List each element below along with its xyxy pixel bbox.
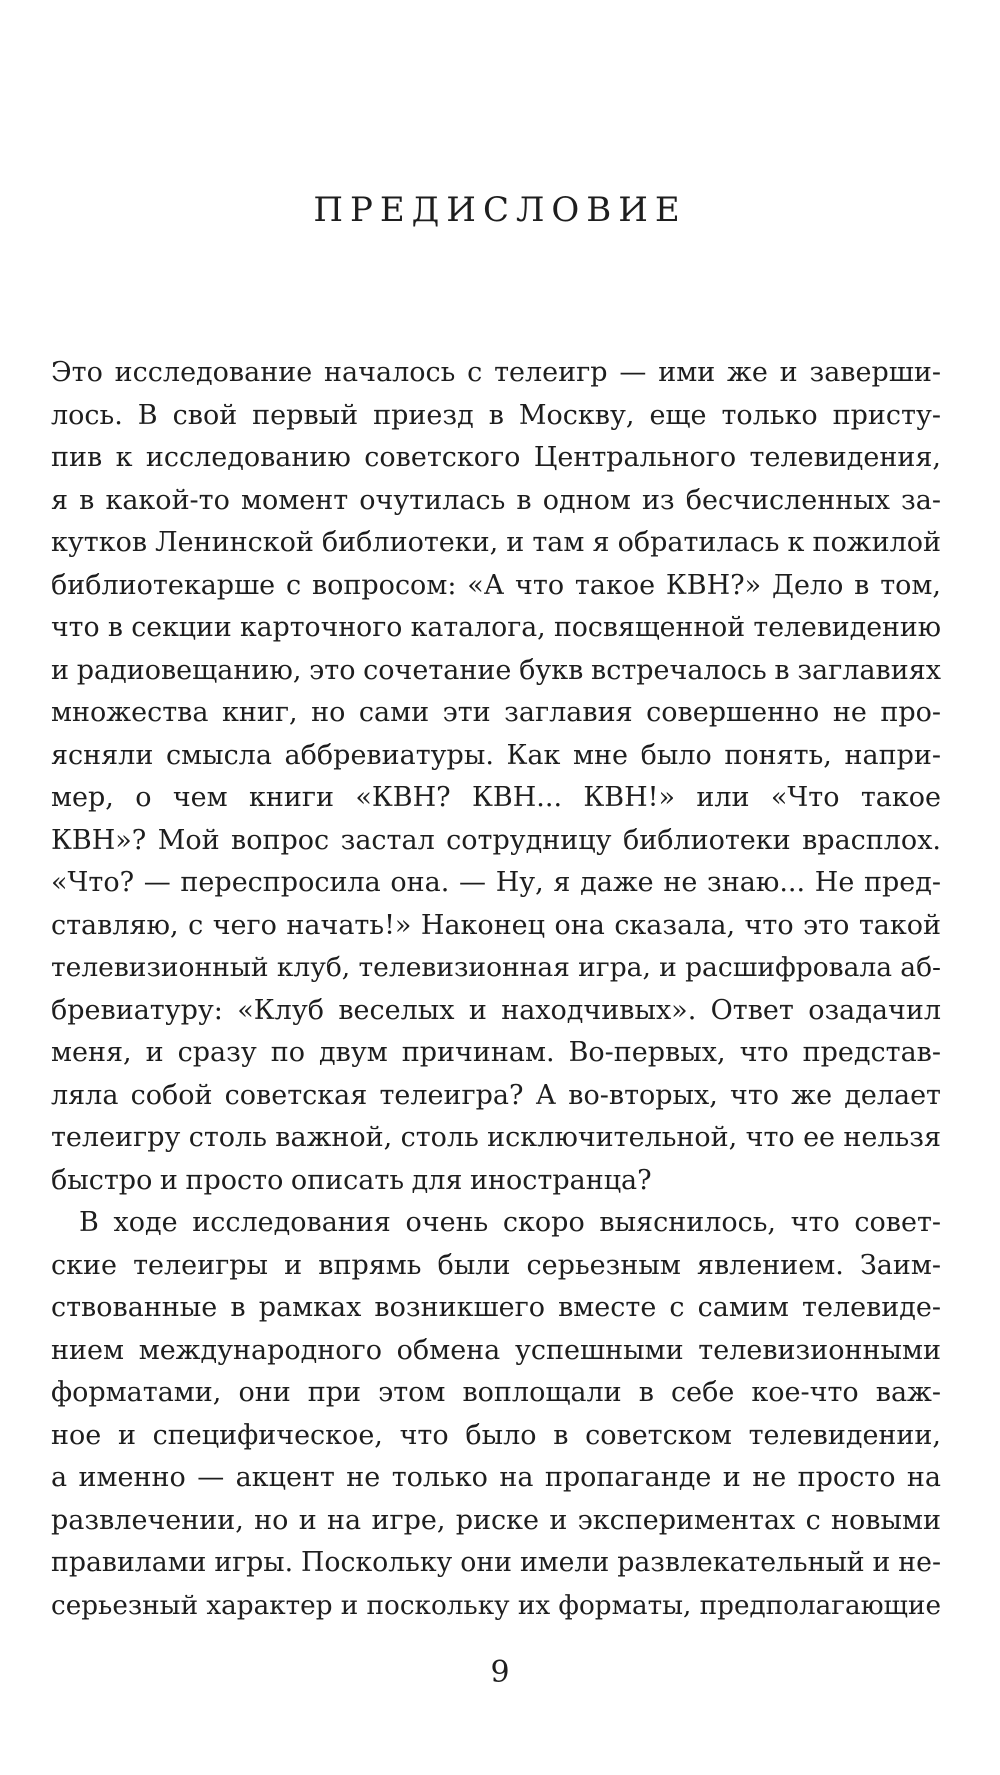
text-line: ские телеигры и впрямь были серьезным явлением. Заим-	[51, 1249, 941, 1281]
text-line: лось. В свой первый приезд в Москву, еще только присту-	[51, 399, 941, 431]
text-line: нием международного обмена успешными телевизионными	[51, 1334, 941, 1366]
body-text	[51, 352, 941, 1627]
text-line: развлечении, но и на игре, риске и экспериментах с новыми	[51, 1504, 941, 1536]
text-line: я в какой-то момент очутилась в одном из бесчисленных за-	[51, 484, 941, 516]
text-line: ляла собой советская телеигра? А во-вторых, что же делает	[51, 1079, 941, 1111]
text-line: Это исследование началось с телеигр — ими же и заверши-	[51, 357, 941, 388]
text-line: ставляю, с чего начать!» Наконец она сказала, что это такой	[51, 909, 941, 941]
text-line: бревиатуру: «Клуб веселых и находчивых». Ответ озадачил	[51, 994, 941, 1026]
text-line: форматами, они при этом воплощали в себе кое-что важ-	[51, 1377, 941, 1408]
chapter-heading: ПРЕДИСЛОВИЕ	[313, 190, 687, 230]
text-line: ясняли смысла аббревиатуры. Как мне было понять, напри-	[51, 739, 941, 771]
text-line: ствованные в рамках возникшего вместе с самим телевиде-	[51, 1292, 941, 1323]
text-line: множества книг, но сами эти заглавия совершенно не про-	[51, 697, 941, 728]
text-line: и радиовещанию, это сочетание букв встречалось в заглавиях	[51, 654, 941, 686]
text-line: правилами игры. Поскольку они имели развлекательный и не-	[51, 1547, 941, 1578]
text-line: а именно — акцент не только на пропаганде и не просто на	[51, 1462, 941, 1493]
text-line: быстро и просто описать для иностранца?	[51, 1164, 652, 1196]
text-line: пив к исследованию советского Центрального телевидения,	[51, 442, 941, 473]
text-line: библиотекарше с вопросом: «А что такое КВН?» Дело в том,	[51, 569, 941, 601]
page-number: 9	[490, 1655, 510, 1690]
text-line: меня, и сразу по двум причинам. Во-первых, что представ-	[51, 1037, 941, 1068]
text-line: телеигру столь важной, столь исключительной, что ее нельзя	[51, 1122, 941, 1153]
text-line: В ходе исследования очень скоро выяснилось, что совет-	[79, 1207, 941, 1238]
text-line: телевизионный клуб, телевизионная игра, и расшифровала аб-	[51, 952, 941, 983]
text-line: кутков Ленинской библиотеки, и там я обратилась к пожилой	[51, 527, 941, 558]
text-line: что в секции карточного каталога, посвященной телевидению	[51, 612, 941, 643]
text-line: ное и специфическое, что было в советском телевидении,	[51, 1419, 941, 1451]
text-line: КВН»? Мой вопрос застал сотрудницу библиотеки врасплох.	[51, 824, 941, 856]
text-line: серьезный характер и поскольку их форматы, предполагающие	[51, 1590, 941, 1621]
text-line: мер, о чем книги «КВН? КВН... КВН!» или «Что такое	[51, 782, 941, 813]
text-line: «Что? — переспросила она. — Ну, я даже не знаю... Не пред-	[51, 867, 941, 898]
